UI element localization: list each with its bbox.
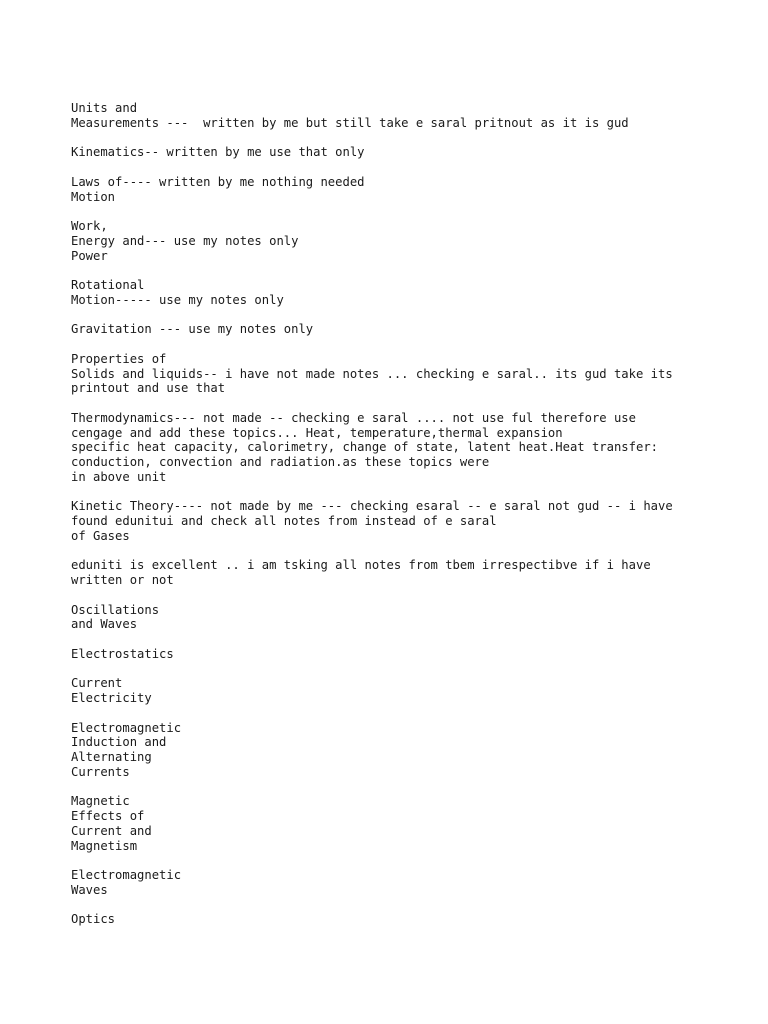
text-paragraph xyxy=(71,411,731,485)
text-paragraph xyxy=(71,219,731,263)
text-line: Magnetic xyxy=(71,794,130,809)
text-paragraph xyxy=(71,647,731,662)
text-line: Properties of xyxy=(71,351,167,366)
text-line: Induction and xyxy=(71,735,167,750)
text-line: in above unit xyxy=(71,469,167,484)
text-line: conduction, convection and radiation.as these topics were xyxy=(71,455,490,469)
text-paragraph xyxy=(71,101,731,131)
text-line: specific heat capacity, calorimetry, change of state, latent heat.Heat transfer: xyxy=(71,440,658,455)
text-line: Current xyxy=(71,676,123,691)
text-line: Work, xyxy=(71,219,108,233)
text-paragraph xyxy=(71,352,731,396)
text-line: eduniti is excellent .. i am tsking all notes from tbem irrespectibve if i have xyxy=(71,558,651,573)
text-line: Thermodynamics--- not made -- checking e saral .... not use ful therefore use xyxy=(71,410,636,425)
text-line: Oscillations xyxy=(71,602,160,617)
text-paragraph xyxy=(71,721,731,780)
text-line: Electromagnetic xyxy=(71,868,182,882)
text-paragraph xyxy=(71,912,731,927)
text-line: Energy and--- use my notes only xyxy=(71,233,299,248)
text-line: Waves xyxy=(71,882,108,897)
text-line: Motion----- use my notes only xyxy=(71,292,284,307)
text-line: Electromagnetic xyxy=(71,720,182,735)
text-paragraph xyxy=(71,278,731,308)
text-line: Solids and liquids-- i have not made notes ... checking e saral.. its gud take its xyxy=(71,366,673,381)
text-line: Kinetic Theory---- not made by me --- checking esaral -- e saral not gud -- i have xyxy=(71,499,673,514)
text-line: and Waves xyxy=(71,617,138,632)
text-paragraph xyxy=(71,558,731,588)
text-line: Laws of---- written by me nothing needed xyxy=(71,174,365,189)
text-line: Motion xyxy=(71,189,116,204)
text-line: of Gases xyxy=(71,528,130,543)
text-paragraph xyxy=(71,676,731,706)
text-line: Measurements --- written by me but still take e saral pritnout as it is gud xyxy=(71,115,629,130)
text-line: Optics xyxy=(71,912,116,927)
text-line: Electricity xyxy=(71,691,152,705)
text-line: Current and xyxy=(71,823,152,838)
text-paragraph xyxy=(71,499,731,543)
text-paragraph xyxy=(71,322,731,337)
text-line: Units and xyxy=(71,101,138,115)
text-line: Gravitation --- use my notes only xyxy=(71,322,314,337)
text-line: Alternating xyxy=(71,750,152,764)
text-line: Magnetism xyxy=(71,838,138,853)
text-line: written or not xyxy=(71,573,174,587)
text-paragraph xyxy=(71,868,731,898)
text-line: Effects of xyxy=(71,809,145,823)
text-line: Power xyxy=(71,248,108,263)
text-line: found edunitui and check all notes from instead of e saral xyxy=(71,514,497,528)
text-paragraph xyxy=(71,175,731,205)
text-line: cengage and add these topics... Heat, temperature,thermal expansion xyxy=(71,425,563,440)
text-line: Electrostatics xyxy=(71,646,174,661)
text-line: printout and use that xyxy=(71,381,226,396)
text-line: Kinematics-- written by me use that only xyxy=(71,145,365,160)
text-paragraph xyxy=(71,145,731,160)
text-line: Rotational xyxy=(71,278,145,292)
text-line: Currents xyxy=(71,764,130,779)
text-paragraph xyxy=(71,603,731,633)
text-paragraph xyxy=(71,794,731,853)
document-page xyxy=(71,101,731,942)
